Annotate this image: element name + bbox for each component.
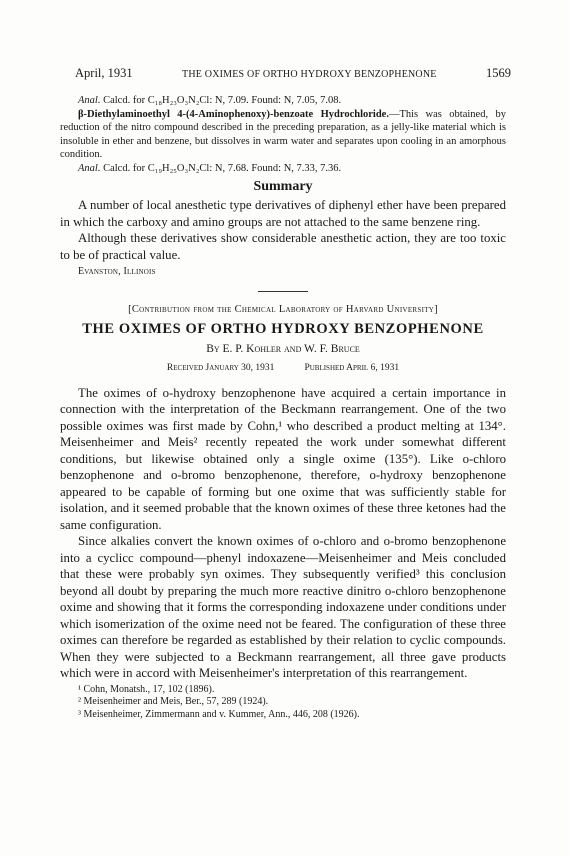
body-paragraph-2: Since alkalies convert the known oximes of o-chloro and o-bromo benzophenone into a cyclicc compound—phenyl indoxazene—Meisenheimer and Meis concluded that these were probably syn oximes. They subsequently verified³ this conclusion beyond all doubt by preparing the much more reactive dinitro o-chloro benzophenone oxime and showing that it forms the corresponding indoxazene under conditions under which isomerization of the oxime need not be feared. The configuration of these three oximes can therefore be regarded as established by their relation to cyclic compounds. When they were subjected to a Beckmann rearrangement, all three gave products which were in accord with Meisenheimer's interpretation of this rearrangement. bbox=[60, 534, 506, 681]
compound-heading: β-Diethylaminoethyl 4-(4-Aminophenoxy)-benzoate Hydrochloride. bbox=[78, 108, 389, 120]
analysis-label: Anal. bbox=[78, 162, 101, 174]
divider-rule bbox=[258, 291, 308, 292]
summary-paragraph-1: A number of local anesthetic type derivatives of diphenyl ether have been prepared in which the carboxy and amino groups are not attached to the same benzene ring. bbox=[60, 198, 506, 229]
analysis-line-1 bbox=[60, 94, 506, 108]
issue-date: April, 1931 bbox=[75, 66, 133, 80]
date-line bbox=[60, 360, 506, 377]
footnote: ² Meisenheimer and Meis, Ber., 57, 289 (1924). bbox=[78, 696, 269, 708]
analysis-line-2 bbox=[60, 162, 506, 176]
compound-paragraph bbox=[60, 108, 506, 162]
footnote: ³ Meisenheimer, Zimmermann and v. Kummer, Ann., 446, 208 (1926). bbox=[78, 709, 360, 721]
analysis-label: Anal. bbox=[78, 95, 101, 106]
analysis-text: Calcd. for C₁₈H₂₃O₃N₂Cl: N, 7.09. Found: N, 7.05, 7.08. bbox=[100, 95, 342, 106]
byline: By E. P. Kohler and W. F. Bruce bbox=[206, 342, 360, 355]
footnote: ¹ Cohn, Monatsh., 17, 102 (1896). bbox=[78, 683, 215, 695]
body-paragraph-1: The oximes of o-hydroxy benzophenone have acquired a certain importance in connection with the interpretation of the Beckmann rearrangement. One of the two possible oximes was first made by Cohn,¹ who described a product melting at 134°. Meisenheimer and Meis² recently repeated the work under somewhat different conditions, but likewise obtained only a single oxime (135°). Like o-chloro benzophenone and o-bromo benzophenone, therefore, o-hydroxy benzophenone appeared to be capable of forming but one oxime that was sufficiently stable for isolation, and it seemed probable that the known oximes of these three ketones had the same configuration. bbox=[60, 385, 506, 532]
running-head bbox=[75, 66, 511, 81]
received-date: Received January 30, 1931 bbox=[166, 363, 275, 374]
contribution-line: [Contribution from the Chemical Laboratory of Harvard University] bbox=[128, 303, 438, 315]
running-title: THE OXIMES OF ORTHO HYDROXY BENZOPHENONE bbox=[182, 69, 437, 80]
page-body bbox=[60, 94, 506, 722]
summary-heading: Summary bbox=[253, 178, 313, 194]
page-number: 1569 bbox=[485, 66, 511, 80]
analysis-text: Calcd. for C₁₉H₂₅O₃N₂Cl: N, 7.68. Found: N, 7.33, 7.36. bbox=[100, 162, 342, 174]
compound-text: —This was obtained, by reduction of the nitro compound described in the preceding preparation, as a jelly-like material which is insoluble in ether and benzene, but dissolves in warm water and separates upon cooling in an amorphous condition. bbox=[60, 108, 506, 161]
article-title: THE OXIMES OF ORTHO HYDROXY BENZOPHENONE bbox=[82, 321, 484, 338]
summary-paragraph-2: Although these derivatives show considerable anesthetic action, they are too toxic to be of practical value. bbox=[60, 231, 506, 262]
affiliation: Evanston, Illinois bbox=[78, 266, 156, 278]
footnotes bbox=[60, 684, 506, 722]
published-date: Published April 6, 1931 bbox=[304, 363, 400, 374]
